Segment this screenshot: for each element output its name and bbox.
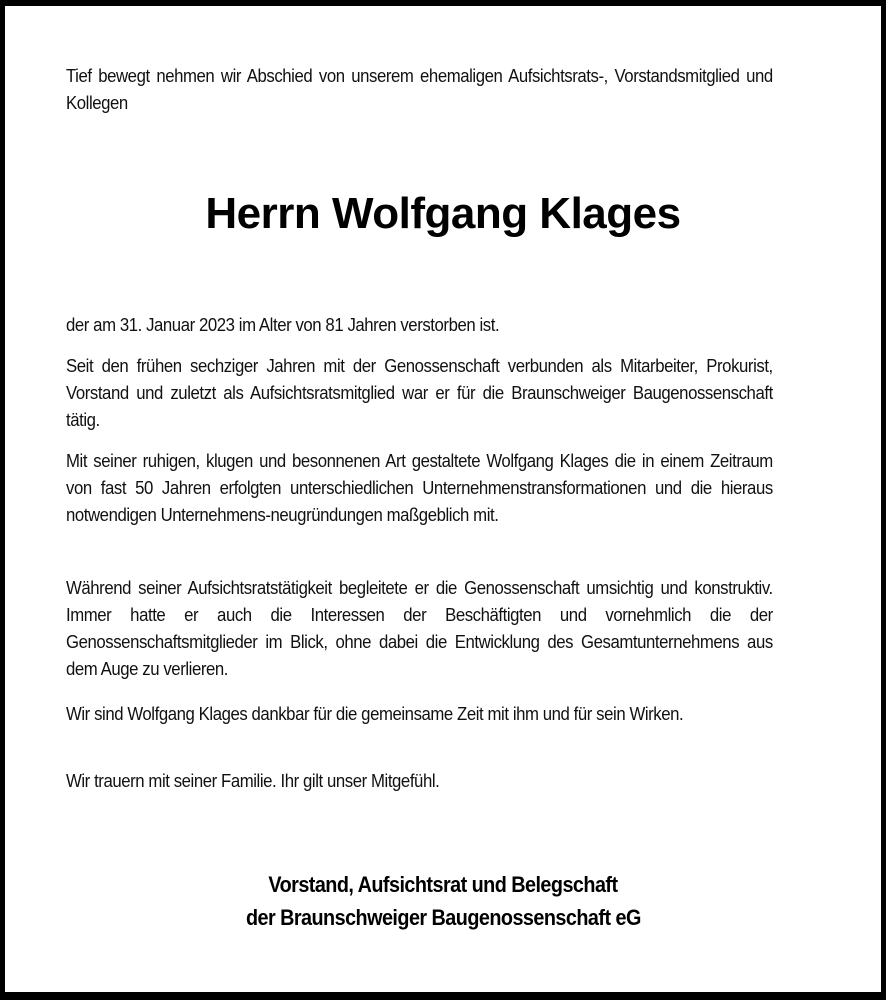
paragraph-gratitude	[66, 701, 773, 728]
signature-line-2: der Braunschweiger Baugenossenschaft eG	[245, 905, 641, 930]
paragraph: Wir trauern mit seiner Familie. Ihr gilt unser Mitgefühl.	[66, 771, 440, 791]
paragraph: Während seiner Aufsichtsratstätigkeit begleitete er die Genossenschaft umsichtig und konstruktiv. Immer hatte er auch die Interessen der Beschäftigten und vornehmlich die der Genossenschaftsmitglieder im Blick, ohne dabei die Entwicklung des Gesamtunternehmens aus dem Auge zu verlieren.	[66, 578, 773, 679]
paragraph: Mit seiner ruhigen, klugen und besonnenen Art gestaltete Wolfgang Klages die in einem Zeitraum von fast 50 Jahren erfolgten unterschiedlichen Unternehmenstransformationen und die hieraus notwendigen Unternehmens-neugründungen maßgeblich mit.	[66, 451, 773, 525]
intro-paragraph: Tief bewegt nehmen wir Abschied von unserem ehemaligen Aufsichtsrats-, Vorstandsmitglied und Kollegen	[66, 66, 773, 113]
signature-block	[5, 868, 881, 934]
paragraph-career	[66, 353, 773, 434]
paragraph-death-date	[66, 312, 773, 339]
paragraph: der am 31. Januar 2023 im Alter von 81 Jahren verstorben ist.	[66, 315, 500, 335]
paragraph-character	[66, 448, 773, 529]
deceased-name: Herrn Wolfgang Klages	[205, 189, 681, 238]
paragraph: Wir sind Wolfgang Klages dankbar für die gemeinsame Zeit mit ihm und für sein Wirken.	[66, 704, 684, 724]
paragraph-condolence	[66, 768, 773, 795]
intro-text	[66, 63, 773, 117]
signature-line-1: Vorstand, Aufsichtsrat und Belegschaft	[268, 872, 618, 897]
paragraph: Seit den frühen sechziger Jahren mit der Genossenschaft verbunden als Mitarbeiter, Prokurist, Vorstand und zuletzt als Aufsichtsratsmitglied war er für die Braunschweiger Baugenossenschaft tätig.	[66, 356, 773, 430]
paragraph-supervisory-role	[66, 575, 773, 683]
obituary-notice	[5, 6, 881, 992]
